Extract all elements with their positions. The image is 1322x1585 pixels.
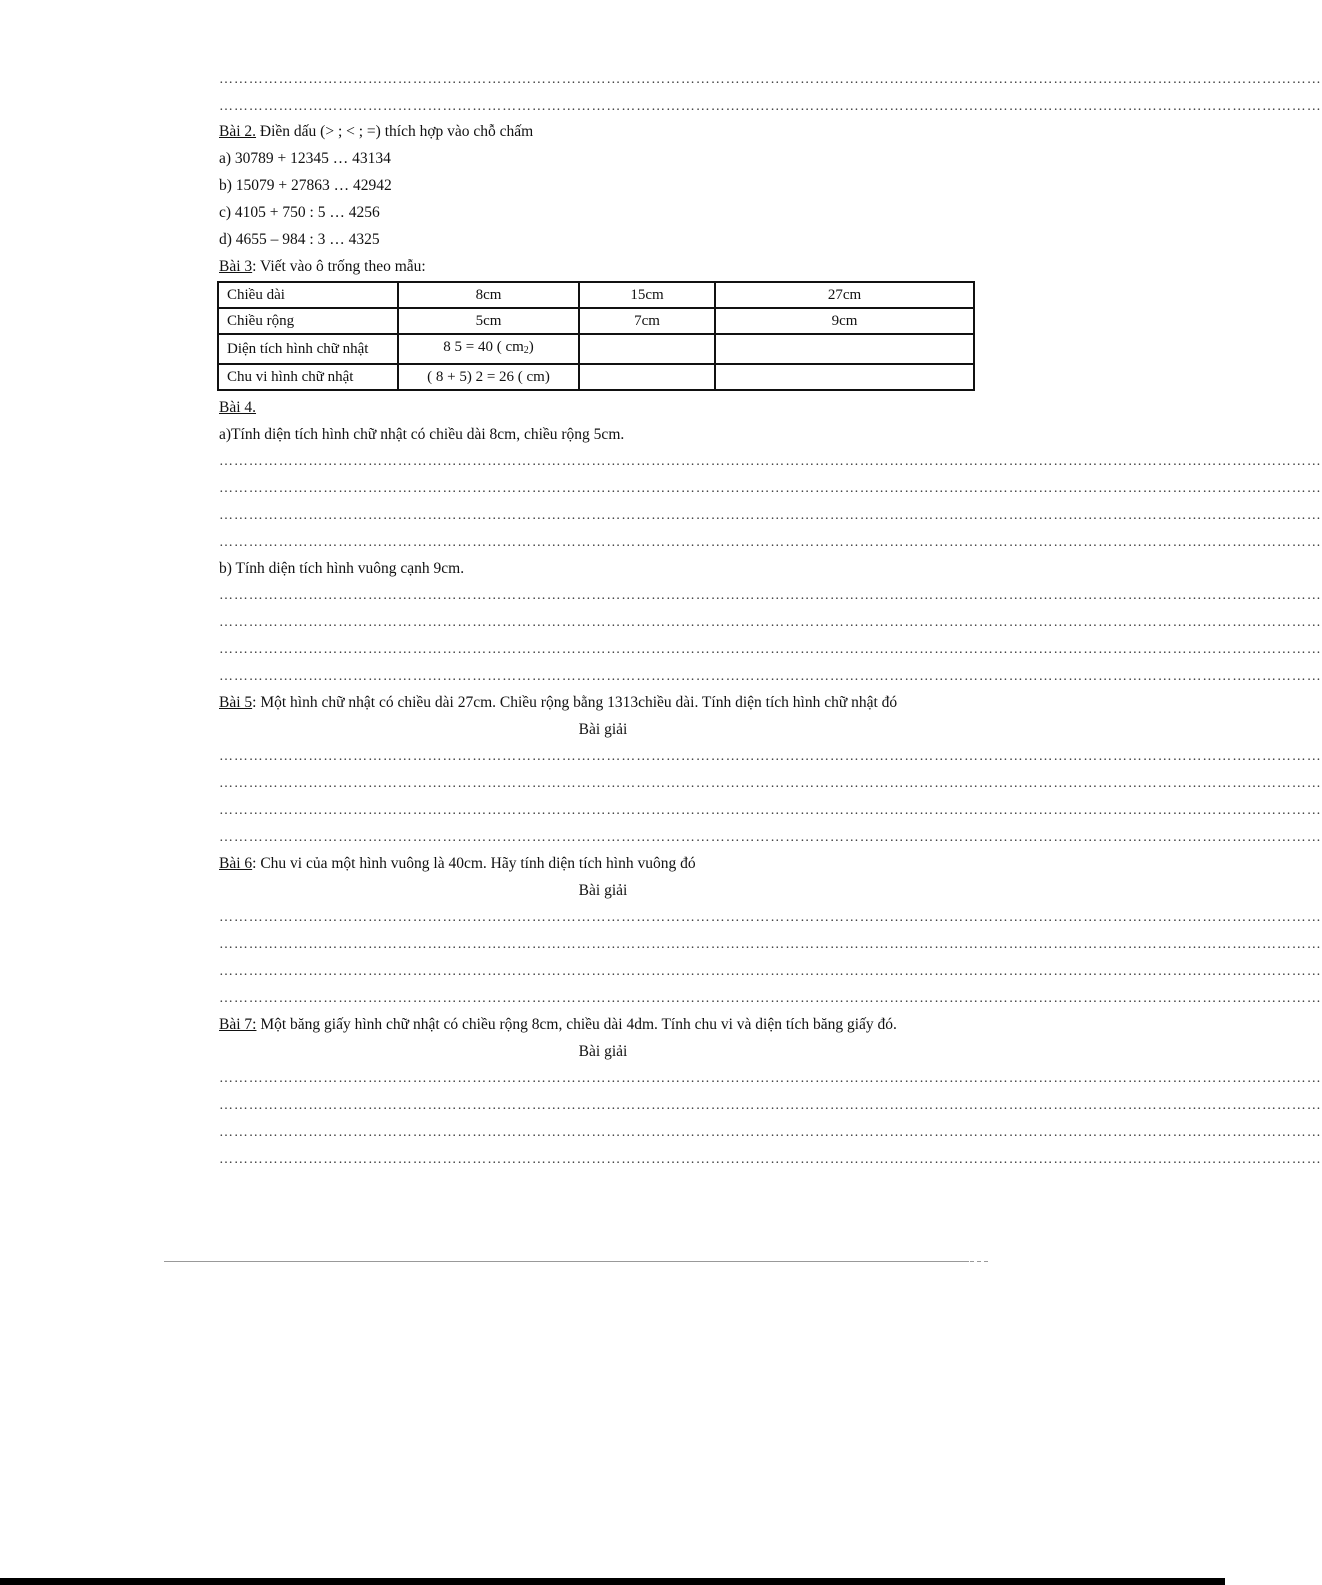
table-row xyxy=(218,282,974,308)
bai7-title: Bài 7: xyxy=(219,1016,257,1033)
table-cell-perimeter-example: ( 8 + 5) 2 = 26 ( cm) xyxy=(398,364,579,390)
bai5-heading xyxy=(219,693,897,713)
bai6-title: Bài 6 xyxy=(219,855,253,872)
area-close-paren: ) xyxy=(528,339,534,355)
bai5-solution-label: Bài giải xyxy=(578,721,628,738)
answer-line: …………………………………………………………………………………………………………………………………………………………………………………………………… xyxy=(219,776,1322,791)
area-example-text: 8 5 = 40 ( cm xyxy=(443,339,524,355)
answer-line: …………………………………………………………………………………………………………………………………………………………………………………………………… xyxy=(219,937,1322,952)
table-cell: 15cm xyxy=(579,282,715,308)
bai4-part-a: a)Tính diện tích hình chữ nhật có chiều dài 8cm, chiều rộng 5cm. xyxy=(219,426,625,443)
answer-line: …………………………………………………………………………………………………………………………………………………………………………………………………… xyxy=(219,1152,1322,1167)
row-label: Chiều rộng xyxy=(218,308,398,334)
table-cell: 9cm xyxy=(715,308,974,334)
bai3-table xyxy=(217,281,975,391)
table-row xyxy=(218,308,974,334)
bai7-heading xyxy=(219,1015,897,1035)
table-cell: 7cm xyxy=(579,308,715,334)
bai3-heading xyxy=(219,257,426,277)
answer-line: …………………………………………………………………………………………………………………………………………………………………………………………………… xyxy=(219,1125,1322,1140)
answer-line: …………………………………………………………………………………………………………………………………………………………………………………………………… xyxy=(219,1071,1322,1086)
table-cell-area-example xyxy=(398,334,579,364)
answer-line: …………………………………………………………………………………………………………………………………………………………………………………………………… xyxy=(219,669,1322,684)
answer-line: …………………………………………………………………………………………………………………………………………………………………………………………………… xyxy=(219,99,1322,114)
bai3-instruction: : Viết vào ô trống theo mẫu: xyxy=(252,258,426,275)
table-cell-blank[interactable] xyxy=(579,334,715,364)
answer-line: …………………………………………………………………………………………………………………………………………………………………………………………………… xyxy=(219,749,1322,764)
bai3-title: Bài 3 xyxy=(219,258,253,275)
bai2-title: Bài 2. xyxy=(219,123,257,140)
row-label: Chu vi hình chữ nhật xyxy=(218,364,398,390)
bai2-instruction: Điền dấu (> ; < ; =) thích hợp vào chỗ chấm xyxy=(256,123,534,140)
answer-line: …………………………………………………………………………………………………………………………………………………………………………………………………… xyxy=(219,964,1322,979)
table-row xyxy=(218,334,974,364)
bai2-item-d: d) 4655 – 984 : 3 … 4325 xyxy=(219,231,380,248)
answer-line: …………………………………………………………………………………………………………………………………………………………………………………………………… xyxy=(219,481,1322,496)
table-cell: 27cm xyxy=(715,282,974,308)
table-cell-blank[interactable] xyxy=(579,364,715,390)
answer-line: …………………………………………………………………………………………………………………………………………………………………………………………………… xyxy=(219,535,1322,550)
answer-line: …………………………………………………………………………………………………………………………………………………………………………………………………… xyxy=(219,991,1322,1006)
page-footer-rule-dashed xyxy=(970,1261,990,1262)
answer-line: …………………………………………………………………………………………………………………………………………………………………………………………………… xyxy=(219,642,1322,657)
answer-line: …………………………………………………………………………………………………………………………………………………………………………………………………… xyxy=(219,1098,1322,1113)
bai6-text: : Chu vi của một hình vuông là 40cm. Hãy tính diện tích hình vuông đó xyxy=(252,855,696,872)
bai4-title: Bài 4. xyxy=(219,399,257,416)
bai4-part-b: b) Tính diện tích hình vuông cạnh 9cm. xyxy=(219,560,465,577)
answer-line: …………………………………………………………………………………………………………………………………………………………………………………………………… xyxy=(219,454,1322,469)
bai7-text: Một băng giấy hình chữ nhật có chiều rộng 8cm, chiều dài 4dm. Tính chu vi và diện tích băng giấy đó. xyxy=(256,1016,897,1033)
page-footer-rule xyxy=(164,1261,969,1262)
answer-line: …………………………………………………………………………………………………………………………………………………………………………………………………… xyxy=(219,588,1322,603)
bai2-heading xyxy=(219,122,533,142)
bai5-text: : Một hình chữ nhật có chiều dài 27cm. Chiều rộng bằng 1313chiều dài. Tính diện tích hình chữ nhật đó xyxy=(252,694,898,711)
answer-line: …………………………………………………………………………………………………………………………………………………………………………………………………… xyxy=(219,615,1322,630)
table-cell: 5cm xyxy=(398,308,579,334)
bai2-item-b: b) 15079 + 27863 … 42942 xyxy=(219,177,392,194)
bai2-item-a: a) 30789 + 12345 … 43134 xyxy=(219,150,391,167)
answer-line: …………………………………………………………………………………………………………………………………………………………………………………………………… xyxy=(219,830,1322,845)
table-row xyxy=(218,364,974,390)
answer-line: …………………………………………………………………………………………………………………………………………………………………………………………………… xyxy=(219,508,1322,523)
answer-line: …………………………………………………………………………………………………………………………………………………………………………………………………… xyxy=(219,72,1322,87)
answer-line: …………………………………………………………………………………………………………………………………………………………………………………………………… xyxy=(219,910,1322,925)
answer-line: …………………………………………………………………………………………………………………………………………………………………………………………………… xyxy=(219,803,1322,818)
bottom-border xyxy=(0,1578,1225,1585)
table-cell-blank[interactable] xyxy=(715,364,974,390)
bai6-heading xyxy=(219,854,696,874)
row-label: Chiều dài xyxy=(218,282,398,308)
row-label: Diện tích hình chữ nhật xyxy=(218,334,398,364)
table-cell-blank[interactable] xyxy=(715,334,974,364)
bai2-item-c: c) 4105 + 750 : 5 … 4256 xyxy=(219,204,380,221)
bai6-solution-label: Bài giải xyxy=(578,882,628,899)
table-cell: 8cm xyxy=(398,282,579,308)
bai5-title: Bài 5 xyxy=(219,694,253,711)
area-unit-exponent: 2 xyxy=(523,345,529,356)
bai7-solution-label: Bài giải xyxy=(578,1043,628,1060)
